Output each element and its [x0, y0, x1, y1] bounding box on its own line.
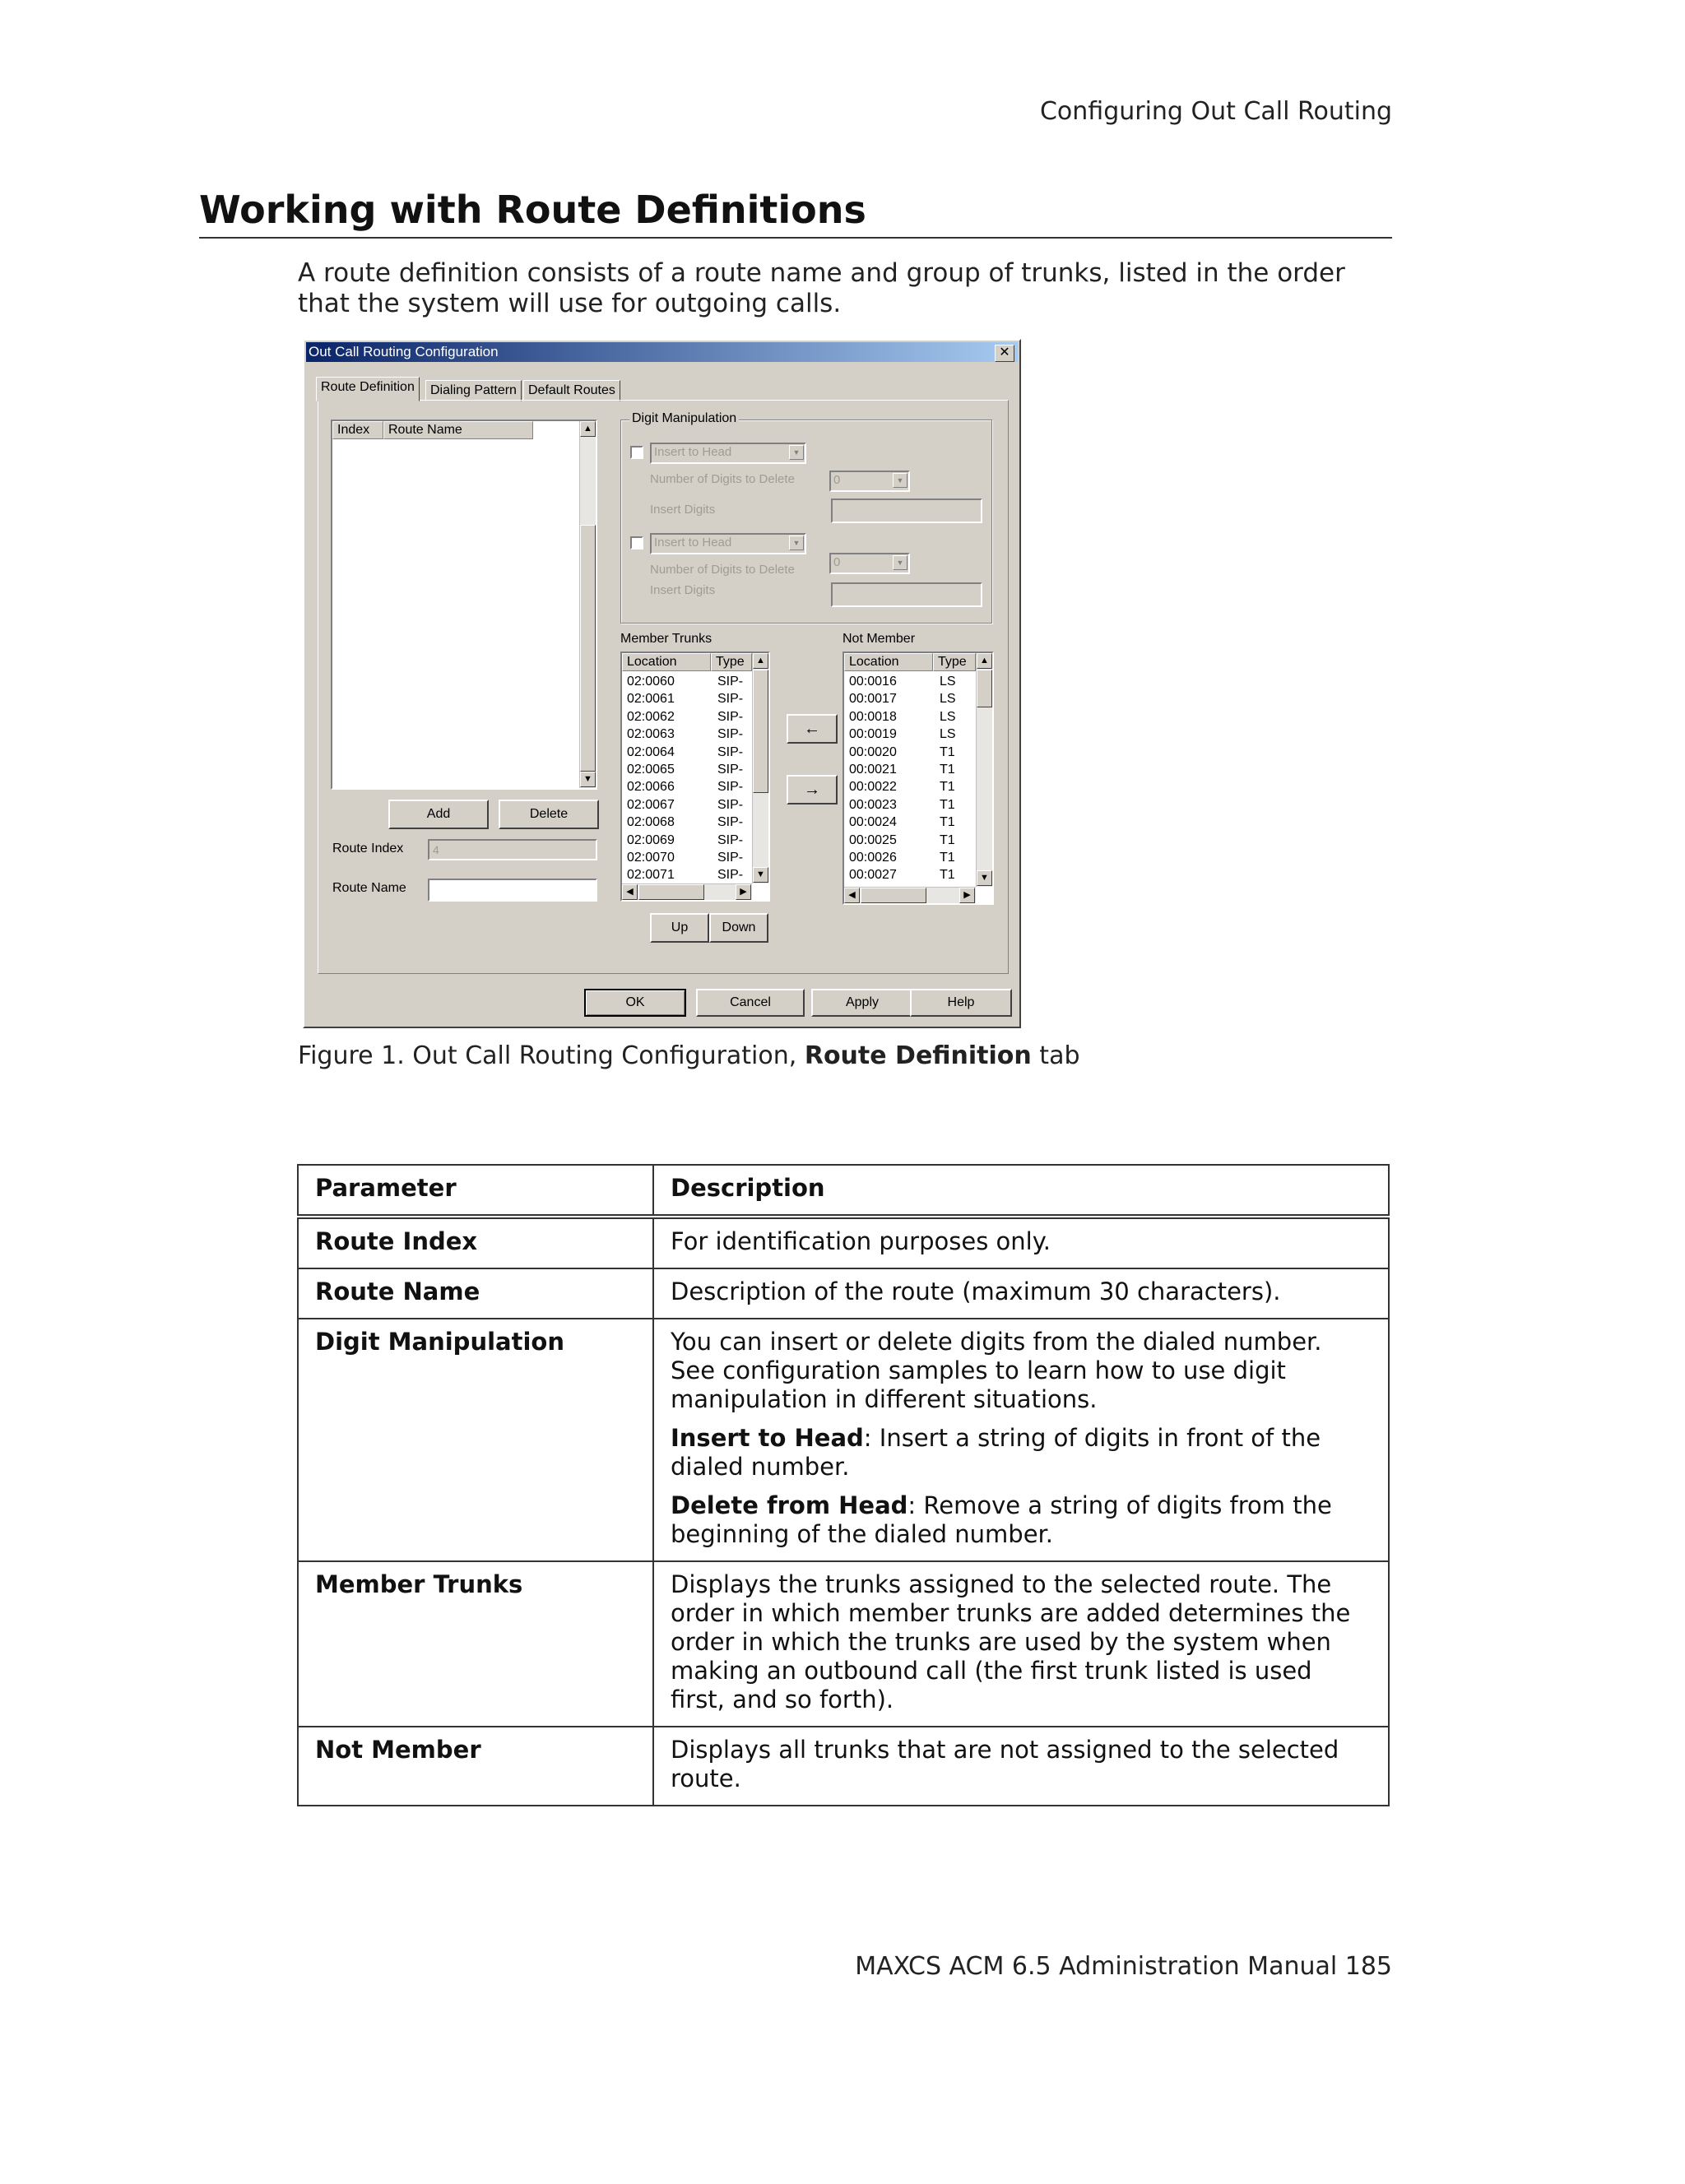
param-name: Route Name	[298, 1268, 653, 1319]
tab-default-routes[interactable]: Default Routes	[523, 380, 620, 401]
trunk-type[interactable]: SIP-	[717, 727, 744, 742]
param-description	[653, 1727, 1389, 1806]
digit-manipulation-legend: Digit Manipulation	[629, 411, 739, 426]
trunk-type[interactable]: LS	[940, 727, 956, 742]
member-trunks-label: Member Trunks	[620, 632, 713, 646]
chevron-down-icon[interactable]: ▼	[893, 555, 907, 570]
scroll-thumb[interactable]	[753, 670, 768, 793]
caption-bold: Route Definition	[804, 1041, 1032, 1070]
desc-text: For identification purposes only.	[671, 1227, 1051, 1255]
trunk-type[interactable]: LS	[940, 692, 956, 707]
hscroll-thumb[interactable]	[861, 888, 926, 903]
trunk-location[interactable]: 00:0026	[849, 851, 897, 865]
column-header-index[interactable]: Index	[332, 421, 383, 439]
caption-suffix: tab	[1031, 1041, 1080, 1070]
scroll-up-icon[interactable]: ▲	[580, 421, 596, 437]
desc-text: You can insert or delete digits from the dialed number. See configuration samples to learn how to use digit manipulation in different situations.	[671, 1328, 1322, 1413]
trunk-type[interactable]: SIP-	[717, 832, 744, 847]
trunk-type[interactable]: SIP-	[717, 780, 744, 795]
scroll-left-icon[interactable]: ◀	[844, 888, 860, 903]
table-header-row	[298, 1165, 1389, 1217]
trunk-location[interactable]: 02:0064	[627, 744, 675, 759]
tab-route-definition[interactable]: Route Definition	[316, 377, 420, 401]
parameter-table	[297, 1164, 1390, 1806]
trunk-location[interactable]: 02:0070	[627, 851, 675, 865]
scroll-down-icon[interactable]: ▼	[753, 867, 768, 883]
delete-button[interactable]: Delete	[499, 800, 599, 829]
column-header-route-name[interactable]: Route Name	[383, 421, 533, 439]
trunk-type[interactable]: SIP-	[717, 797, 744, 812]
trunk-location[interactable]: 00:0018	[849, 709, 897, 724]
digits-to-delete-combo[interactable]	[829, 471, 910, 492]
trunk-location[interactable]: 00:0021	[849, 763, 897, 777]
combo-value: Insert to Head	[654, 536, 732, 549]
add-button[interactable]: Add	[388, 800, 489, 829]
trunk-location[interactable]: 02:0068	[627, 815, 675, 830]
member-trunks-list[interactable]	[620, 651, 770, 902]
delete-from-head-desc	[671, 1491, 1372, 1549]
trunk-type[interactable]: SIP-	[717, 675, 744, 689]
trunk-location[interactable]: 00:0027	[849, 868, 897, 883]
trunk-type[interactable]: SIP-	[717, 815, 744, 830]
param-description	[653, 1319, 1389, 1561]
insert-to-head-checkbox-2[interactable]	[630, 536, 643, 549]
trunk-location[interactable]: 00:0019	[849, 727, 897, 742]
insert-to-head-desc	[671, 1424, 1372, 1482]
section-title: Working with Route Definitions	[199, 188, 866, 232]
chevron-down-icon[interactable]: ▼	[789, 445, 804, 460]
ok-button[interactable]: OK	[584, 989, 686, 1017]
trunk-type[interactable]: T1	[940, 851, 955, 865]
digits-to-delete-label-2: Number of Digits to Delete	[650, 563, 795, 577]
move-to-member-button[interactable]: ←	[787, 714, 838, 744]
table-row	[298, 1319, 1389, 1561]
combo-value: Insert to Head	[654, 445, 732, 459]
trunk-type[interactable]: T1	[940, 780, 955, 795]
scroll-left-icon[interactable]: ◀	[622, 884, 638, 900]
scroll-up-icon[interactable]: ▲	[753, 653, 768, 669]
param-description	[653, 1217, 1389, 1268]
trunk-location[interactable]: 02:0062	[627, 709, 675, 724]
trunk-location[interactable]: 02:0069	[627, 832, 675, 847]
route-list-scrollbar[interactable]	[579, 421, 596, 788]
trunk-location[interactable]: 00:0022	[849, 780, 897, 795]
param-description	[653, 1268, 1389, 1319]
close-icon[interactable]: ✕	[995, 345, 1014, 362]
trunk-type[interactable]: T1	[940, 868, 955, 883]
term-desc: : Insert a string of digits in front of the dialed number.	[671, 1424, 1321, 1481]
scroll-down-icon[interactable]: ▼	[580, 772, 596, 787]
dialog-title: Out Call Routing Configuration	[309, 344, 499, 359]
column-header-parameter: Parameter	[298, 1165, 653, 1217]
trunk-location[interactable]: 00:0020	[849, 744, 897, 759]
tab-dialing-pattern[interactable]: Dialing Pattern	[425, 380, 522, 401]
combo-value: 0	[833, 473, 841, 487]
out-call-routing-dialog	[303, 339, 1021, 1028]
trunk-type[interactable]: T1	[940, 815, 955, 830]
desc-text: Description of the route (maximum 30 characters).	[671, 1277, 1281, 1305]
title-rule	[199, 237, 1392, 239]
param-name: Member Trunks	[298, 1561, 653, 1727]
move-to-not-member-button[interactable]: →	[787, 775, 838, 805]
chevron-down-icon[interactable]: ▼	[893, 473, 907, 488]
trunk-location[interactable]: 00:0023	[849, 797, 897, 812]
route-name-label: Route Name	[332, 881, 406, 895]
term: Insert to Head	[671, 1424, 864, 1452]
trunk-type[interactable]: T1	[940, 744, 955, 759]
table-row	[298, 1727, 1389, 1806]
trunk-type[interactable]: SIP-	[717, 851, 744, 865]
not-member-list[interactable]	[842, 651, 994, 905]
column-header-type[interactable]: Type	[933, 653, 976, 671]
caption-prefix: Figure 1. Out Call Routing Configuration,	[298, 1041, 805, 1070]
term-desc: : Remove a string of digits from the beginning of the dialed number.	[671, 1491, 1332, 1548]
member-hscrollbar[interactable]	[622, 883, 752, 900]
param-description	[653, 1561, 1389, 1727]
trunk-type[interactable]: SIP-	[717, 763, 744, 777]
figure-caption	[298, 1041, 1080, 1070]
column-header-location[interactable]: Location	[622, 653, 711, 671]
not-member-label: Not Member	[842, 632, 916, 646]
trunk-location[interactable]: 02:0063	[627, 727, 675, 742]
not-member-scrollbar[interactable]	[976, 653, 992, 887]
route-name-input[interactable]	[428, 879, 597, 902]
up-button[interactable]: Up	[650, 913, 709, 943]
param-name: Not Member	[298, 1727, 653, 1806]
trunk-type[interactable]: T1	[940, 763, 955, 777]
trunk-location[interactable]: 02:0067	[627, 797, 675, 812]
running-header: Configuring Out Call Routing	[1039, 97, 1392, 126]
scroll-thumb[interactable]	[580, 525, 596, 772]
term: Delete from Head	[671, 1491, 908, 1519]
help-button[interactable]: Help	[910, 989, 1012, 1017]
trunk-location[interactable]: 02:0065	[627, 763, 675, 777]
table-row	[298, 1268, 1389, 1319]
cancel-button[interactable]: Cancel	[696, 989, 805, 1017]
desc-text: Displays the trunks assigned to the selected route. The order in which member trunks are added determines the order in which the trunks are used by the system when making an outbound call (the first trunk listed is used first, and so forth).	[671, 1570, 1351, 1713]
intro-paragraph: A route definition consists of a route name and group of trunks, listed in the order that the system will use for outgoing calls.	[298, 258, 1345, 318]
scroll-right-icon[interactable]: ▶	[736, 884, 751, 900]
trunk-type[interactable]: T1	[940, 797, 955, 812]
trunk-location[interactable]: 00:0025	[849, 832, 897, 847]
hscroll-thumb[interactable]	[638, 884, 704, 900]
scroll-thumb[interactable]	[977, 670, 992, 707]
route-index-field: 4	[428, 839, 597, 860]
apply-button[interactable]: Apply	[811, 989, 913, 1017]
member-scrollbar[interactable]	[752, 653, 768, 883]
digits-to-delete-combo-2[interactable]	[829, 553, 910, 574]
trunk-location[interactable]: 02:0060	[627, 675, 675, 689]
trunk-type[interactable]: SIP-	[717, 709, 744, 724]
column-header-type[interactable]: Type	[711, 653, 752, 671]
insert-to-head-checkbox[interactable]	[630, 446, 643, 459]
desc-text: Displays all trunks that are not assigned to the selected route.	[671, 1736, 1339, 1792]
chevron-down-icon[interactable]: ▼	[789, 536, 804, 550]
trunk-type[interactable]: SIP-	[717, 868, 744, 883]
dialog-title-bar	[306, 342, 1018, 362]
trunk-location[interactable]: 00:0016	[849, 675, 897, 689]
column-header-description: Description	[653, 1165, 1389, 1217]
route-index-label: Route Index	[332, 842, 404, 856]
trunk-type[interactable]: LS	[940, 675, 956, 689]
trunk-type[interactable]: SIP-	[717, 692, 744, 707]
insert-to-head-combo-2[interactable]	[650, 533, 806, 554]
table-row	[298, 1217, 1389, 1268]
insert-digits-label-2: Insert Digits	[650, 583, 716, 597]
digits-to-delete-label: Number of Digits to Delete	[650, 472, 795, 486]
trunk-location[interactable]: 02:0066	[627, 780, 675, 795]
column-header-location[interactable]: Location	[844, 653, 933, 671]
trunk-type[interactable]: LS	[940, 709, 956, 724]
param-name: Digit Manipulation	[298, 1319, 653, 1561]
scroll-up-icon[interactable]: ▲	[977, 653, 992, 669]
trunk-type[interactable]: T1	[940, 832, 955, 847]
combo-value: 0	[833, 555, 841, 569]
trunk-location[interactable]: 00:0024	[849, 815, 897, 830]
trunk-location[interactable]: 02:0071	[627, 868, 675, 883]
trunk-type[interactable]: SIP-	[717, 744, 744, 759]
insert-digits-field-2[interactable]	[831, 582, 982, 607]
down-button[interactable]: Down	[709, 913, 768, 943]
route-list[interactable]	[331, 420, 597, 790]
trunk-location[interactable]: 00:0017	[849, 692, 897, 707]
not-member-hscrollbar[interactable]	[844, 887, 976, 903]
page-footer: MAXCS ACM 6.5 Administration Manual 185	[855, 1952, 1392, 1981]
param-name: Route Index	[298, 1217, 653, 1268]
insert-to-head-combo[interactable]	[650, 443, 806, 464]
scroll-right-icon[interactable]: ▶	[959, 888, 975, 903]
table-row	[298, 1561, 1389, 1727]
insert-digits-label: Insert Digits	[650, 503, 716, 517]
trunk-location[interactable]: 02:0061	[627, 692, 675, 707]
scroll-down-icon[interactable]: ▼	[977, 870, 992, 886]
insert-digits-field[interactable]	[831, 498, 982, 523]
